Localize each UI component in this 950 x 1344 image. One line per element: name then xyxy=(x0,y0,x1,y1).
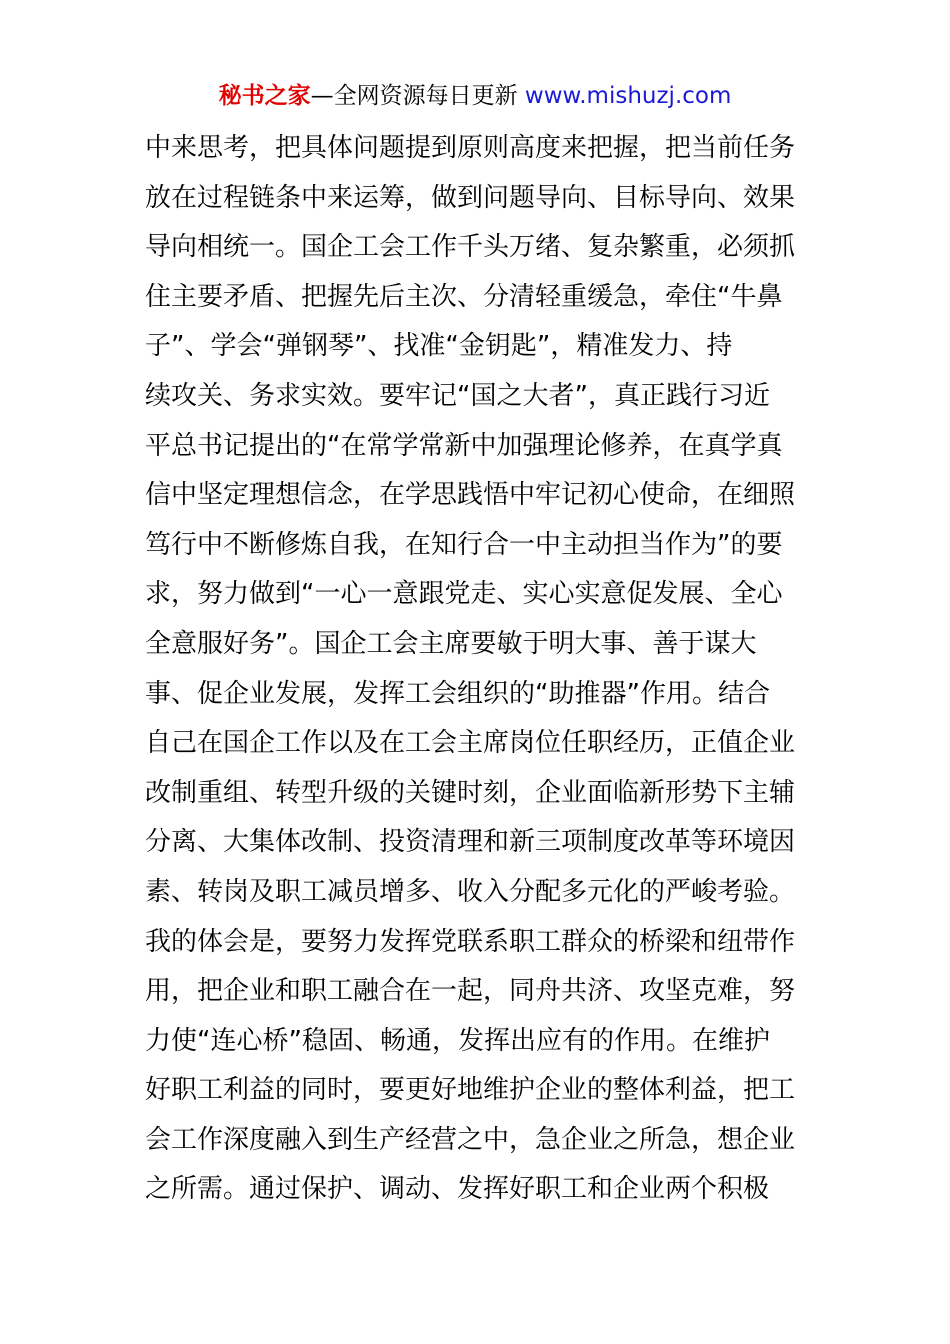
text-line: 之所需。通过保护、调动、发挥好职工和企业两个积极 xyxy=(145,1174,770,1205)
body-text xyxy=(145,124,810,1215)
text-line: 笃行中不断修炼自我，在知行合一中主动担当作为”的要 xyxy=(145,529,783,560)
text-line: 我的体会是，要努力发挥党联系职工群众的桥梁和纽带作 xyxy=(145,926,796,957)
text-line: 放在过程链条中来运筹，做到问题导向、目标导向、效果 xyxy=(145,182,796,213)
text-line: 自己在国企工作以及在工会主席岗位任职经历，正值企业 xyxy=(145,728,796,759)
text-line: 中来思考，把具体问题提到原则高度来把握，把当前任务 xyxy=(145,133,796,163)
text-line: 子”、学会“弹钢琴”、找准“金钥匙”，精准发力、持 xyxy=(145,331,733,362)
text-line: 求，努力做到“一心一意跟党走、实心实意促发展、全心 xyxy=(145,579,783,610)
text-line: 素、转岗及职工减员增多、收入分配多元化的严峻考验。 xyxy=(145,876,796,907)
text-line: 力使“连心桥”稳固、畅通，发挥出应有的作用。在维护 xyxy=(145,1025,770,1056)
text-line: 会工作深度融入到生产经营之中，急企业之所急，想企业 xyxy=(145,1124,796,1155)
text-line: 用，把企业和职工融合在一起，同舟共济、攻坚克难，努 xyxy=(145,976,796,1007)
text-line: 好职工利益的同时，要更好地维护企业的整体利益，把工 xyxy=(145,1075,796,1106)
site-url-link[interactable]: www.mishuzj.com xyxy=(524,83,732,109)
text-line: 全意服好务”。国企工会主席要敏于明大事、善于谋大 xyxy=(145,628,757,659)
text-line: 信中坚定理想信念，在学思践悟中牢记初心使命，在细照 xyxy=(145,480,796,511)
text-line: 分离、大集体改制、投资清理和新三项制度改革等环境因 xyxy=(145,827,796,858)
page-header xyxy=(0,78,950,114)
text-line: 导向相统一。国企工会工作千头万绪、复杂繁重，必须抓 xyxy=(145,232,796,263)
text-line: 住主要矛盾、把握先后主次、分清轻重缓急，牵住“牛鼻 xyxy=(145,281,783,312)
text-line: 改制重组、转型升级的关键时刻，企业面临新形势下主辅 xyxy=(145,777,796,808)
text-line: 事、促企业发展，发挥工会组织的“助推器”作用。结合 xyxy=(145,678,770,709)
text-line: 续攻关、务求实效。要牢记“国之大者”，真正践行习近 xyxy=(145,380,770,411)
brand-name: 秘书之家 xyxy=(218,83,311,109)
header-tagline: —全网资源每日更新 xyxy=(310,83,525,109)
text-line: 平总书记提出的“在常学常新中加强理论修养，在真学真 xyxy=(145,430,783,461)
